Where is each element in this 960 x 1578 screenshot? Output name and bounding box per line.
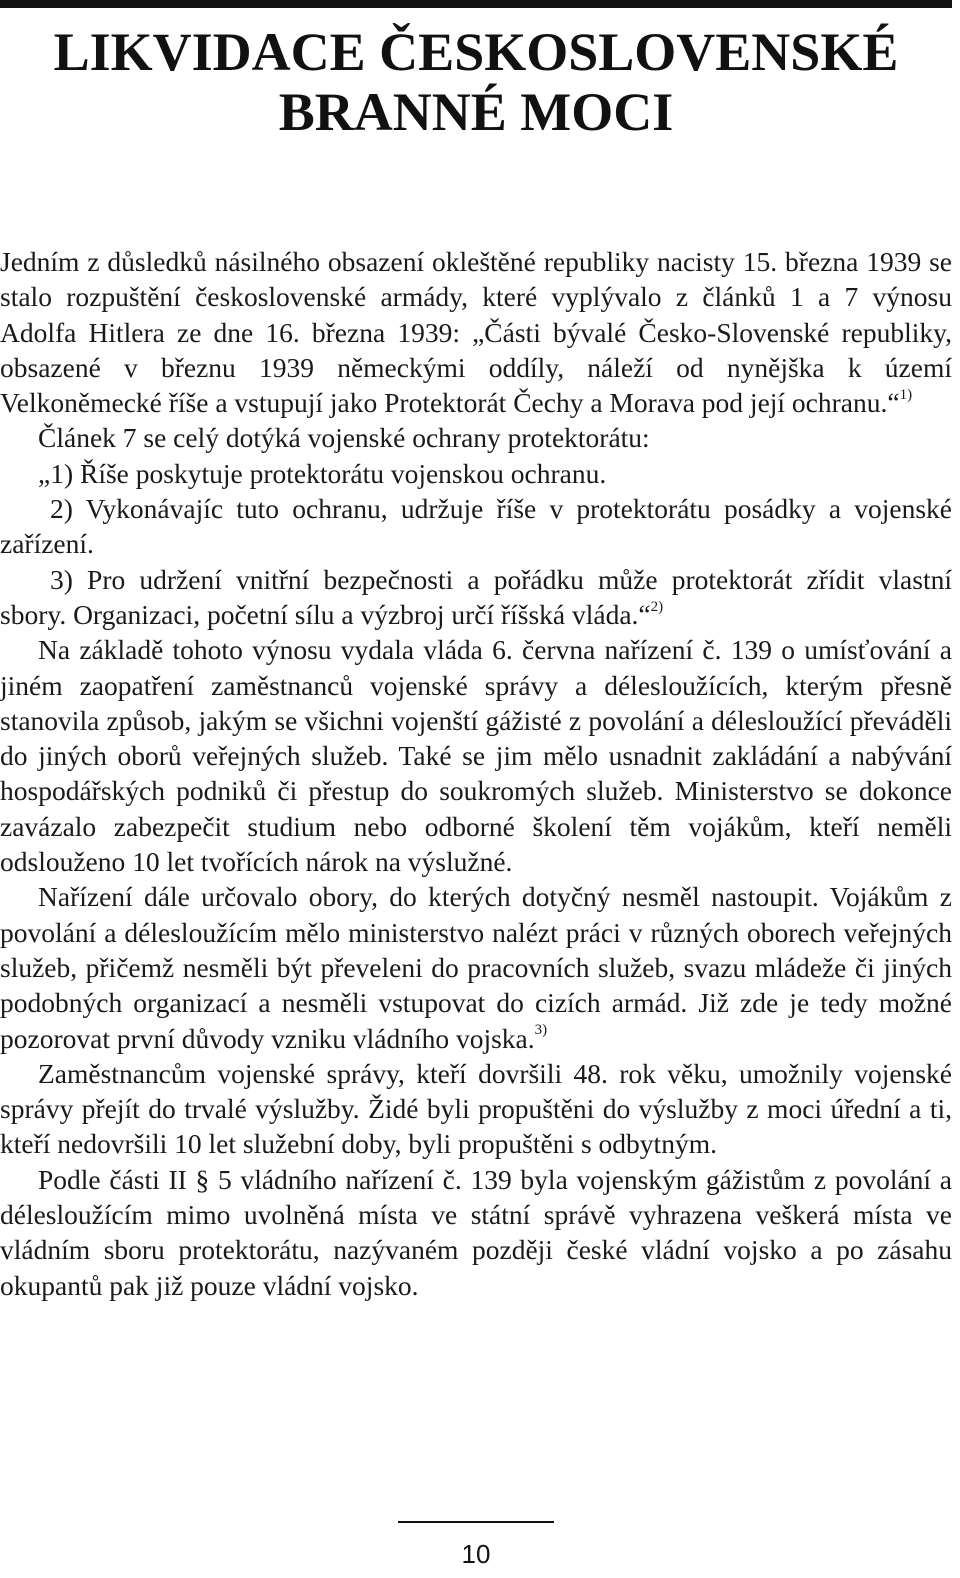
quote-item-1 [0,456,952,491]
paragraph-6-text: Na základě tohoto výnosu vydala vláda 6. června nařízení č. 139 o umísťování a jiném zaopatření zaměstnanců vojenské správy a délesloužících, kterým přesně stanovila způsob, jakým se všichni vojenští gážisté z povolání a délesloužící převáděli do jiných oborů veřejných služeb. Také se jim mělo usnadnit zakládání a nabývání hospodářských podniků či přestup do soukromých služeb. Ministerstvo se dokonce zavázalo zabezpečit studium nebo odborné školení těm vojákům, kteří neměli odslouženo 10 let tvořících nárok na výslužné. [0,634,952,878]
quote-item-3 [0,562,952,633]
page-number: 10 [461,1539,491,1569]
footnote-ref-2: 2) [650,598,664,615]
footnote-ref-3: 3) [534,1022,548,1039]
quote-item-2 [0,491,952,562]
quote-item-2-text: 2) Vykonávajíc tuto ochranu, udržuje říše v protektorátu posádky a vojenské zařízení. [0,493,952,560]
footnote-ref-1: 1) [899,387,913,404]
paragraph-1-text: Jedním z důsledků násilného obsazení okleštěné republiky nacisty 15. března 1939 se stalo rozpuštění československé armády, které vyplývalo z článků 1 a 7 výnosu Adolfa Hitlera ze dne 16. března 1939: „Části bývalé Česko-Slovenské republiky, obsazené v březnu 1939 německými oddíly, náleží od nynějška k území Velkoněmecké říše a vstupují jako Protektorát Čechy a Morava pod její ochranu.“ [0,246,952,419]
paragraph-1 [0,244,952,420]
paragraph-9 [0,1162,952,1303]
paragraph-7-text: Nařízení dále určovalo obory, do kterých dotyčný nesměl nastoupit. Vojákům z povolání a délesloužícím mělo ministerstvo nalézt práci v různých oborech veřejných služeb, přičemž nesměli být převeleni do pracovních služeb, svazu mládeže či jiných podobných organizací a nesměli vstupovat do cizích armád. Již zde je tedy možné pozorovat první důvody vzniku vládního vojska. [0,881,952,1054]
paragraph-2 [0,420,952,455]
paragraph-2-text: Článek 7 se celý dotýká vojenské ochrany protektorátu: [38,422,650,454]
title-line-1: LIKVIDACE ČESKOSLOVENSKÉ [53,22,899,82]
quote-item-3-text: 3) Pro udržení vnitřní bezpečnosti a pořádku může protektorát zřídit vlastní sbory. Organizaci, početní sílu a výzbroj určí říšská vláda.“ [0,563,952,630]
paragraph-9-text: Podle části II § 5 vládního nařízení č. 139 byla vojenským gážistům z povolání a délesloužícím mimo uvolněná místa ve státní správě vyhrazena veškerá místa ve vládním sboru protektorátu, nazývaném později české vládní vojsko a po zásahu okupantů pak již pouze vládní vojsko. [0,1163,952,1301]
body-text [0,244,952,1303]
footer-rule [398,1521,554,1523]
top-rule [0,0,952,8]
paragraph-8 [0,1056,952,1162]
quote-item-1-text: „1) Říše poskytuje protektorátu vojenskou ochranu. [38,457,607,489]
paragraph-6 [0,632,952,879]
page-title [0,22,952,142]
paragraph-7 [0,879,952,1055]
title-line-2: BRANNÉ MOCI [278,82,674,142]
paragraph-8-text: Zaměstnancům vojenské správy, kteří dovršili 48. rok věku, umožnily vojenské správy přejít do trvalé výslužby. Židé byli propuštěni do výslužby z moci úřední a ti, kteří nedovršili 10 let služební doby, byli propuštěni s odbytným. [0,1057,952,1160]
